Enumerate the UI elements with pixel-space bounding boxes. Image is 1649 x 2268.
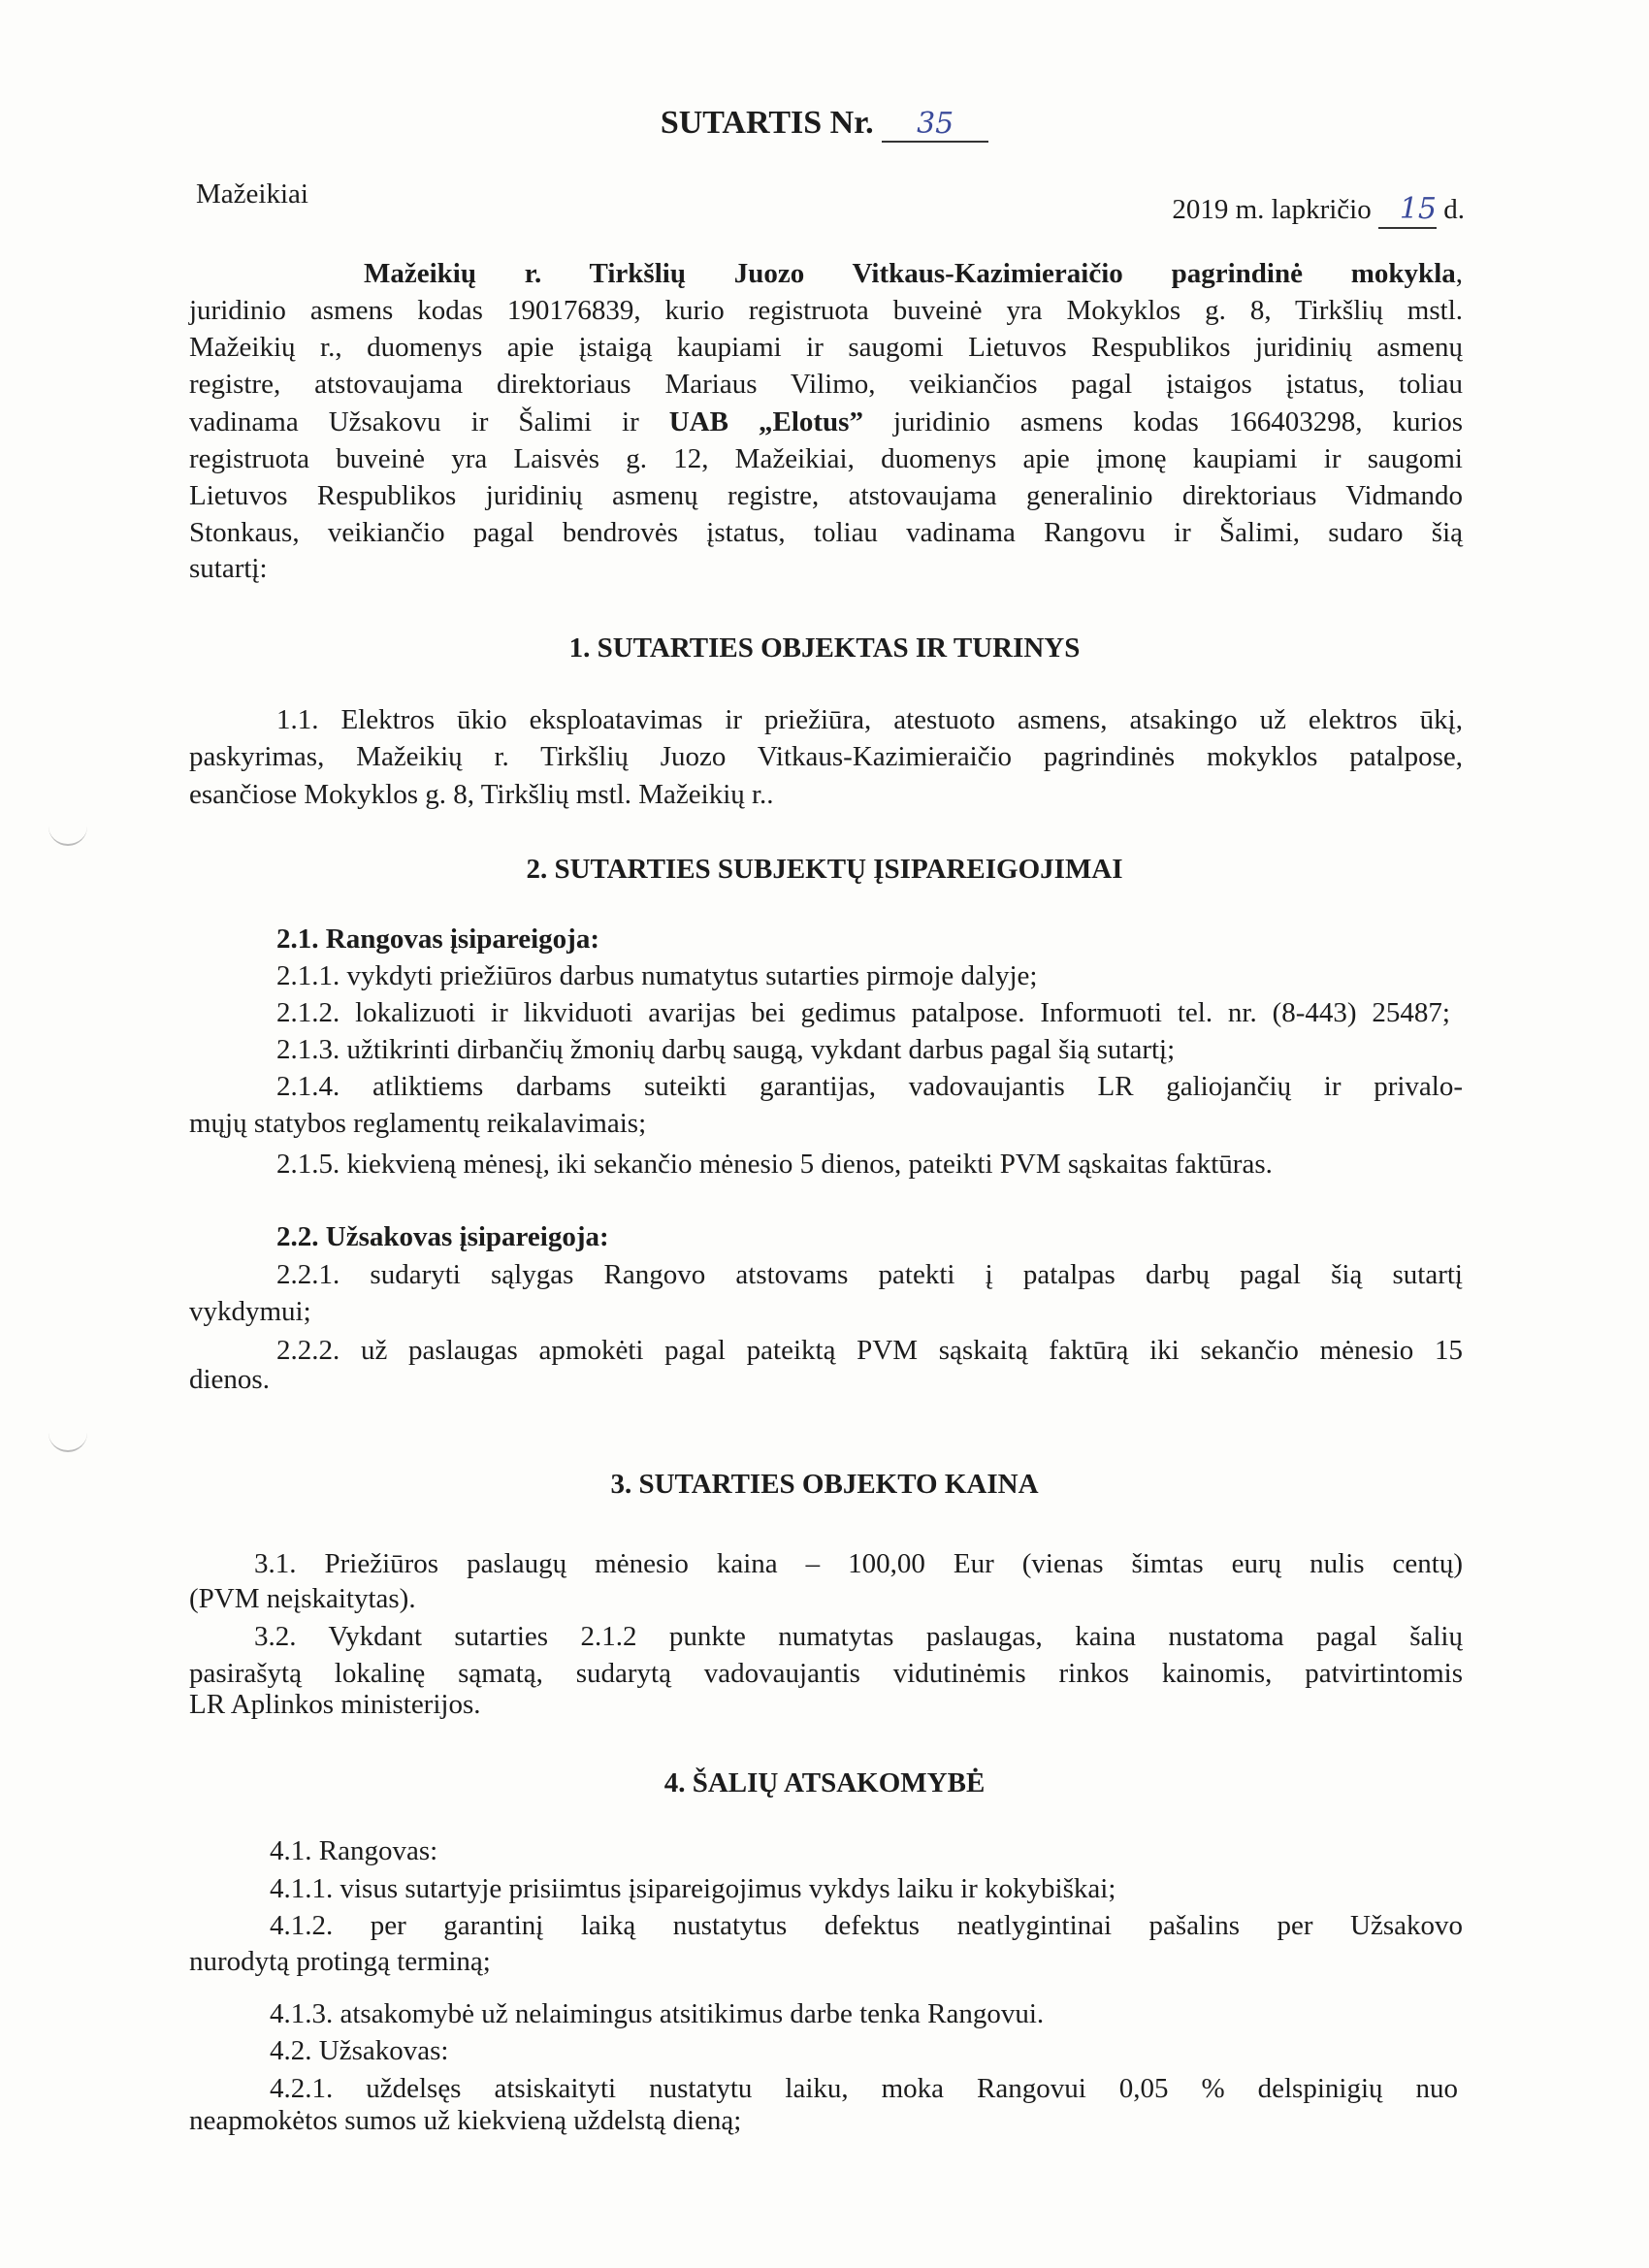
clause-line: 4.1.3. atsakomybė už nelaimingus atsitikimus darbe tenka Rangovui. <box>270 1998 1045 2029</box>
clause-line: LR Aplinkos ministerijos. <box>189 1689 481 1720</box>
clause-line: 2.1.4. atliktiems darbams suteikti garantijas, vadovaujantis LR galiojančių ir privalo- <box>276 1071 1463 1102</box>
clause-line: 4.1.2. per garantinį laiką nustatytus defektus neatlygintinai pašalins per Užsakovo <box>270 1910 1463 1941</box>
clause-line: 4.2. Užsakovas: <box>270 2035 449 2066</box>
punch-hole-mark <box>48 805 87 846</box>
intro-line: juridinio asmens kodas 190176839, kurio registruota buveinė yra Mokyklos g. 8, Tirkšlių mstl. <box>189 295 1463 326</box>
clause-line: 3.2. Vykdant sutarties 2.1.2 punkte numatytas paslaugas, kaina nustatoma pagal šalių <box>254 1621 1463 1652</box>
clause-line: 2.1.1. vykdyti priežiūros darbus numatytus sutarties pirmoje dalyje; <box>276 960 1038 991</box>
clause-line: 4.1. Rangovas: <box>270 1835 438 1866</box>
intro-line <box>189 405 1463 439</box>
text: vadinama Užsakovu ir Šalimi ir <box>189 406 639 437</box>
clause-line: 2.2.2. už paslaugas apmokėti pagal pateiktą PVM sąskaitą faktūrą iki sekančio mėnesio 15 <box>276 1335 1463 1366</box>
subsection-heading: 2.2. Užsakovas įsipareigoja: <box>276 1221 609 1252</box>
subsection-heading: 2.1. Rangovas įsipareigoja: <box>276 923 599 955</box>
intro-line: Lietuvos Respublikos juridinių asmenų registre, atstovaujama generalinio direktoriaus Vidmando <box>189 480 1463 511</box>
section-heading: 4. ŠALIŲ ATSAKOMYBĖ <box>663 1767 986 1798</box>
clause-line: paskyrimas, Mažeikių r. Tirkšlių Juozo Vitkaus-Kazimieraičio pagrindinės mokyklos patalpose, <box>189 741 1463 772</box>
text: juridinio asmens kodas 166403298, kurios <box>892 406 1464 437</box>
document-title <box>0 105 1649 143</box>
clause-line: 2.1.5. kiekvieną mėnesį, iki sekančio mėnesio 5 dienos, pateikti PVM sąskaitas faktūras. <box>276 1149 1273 1180</box>
clause-line: pasirašytą lokalinę sąmatą, sudarytą vadovaujantis vidutinėmis rinkos kainomis, patvirtintomis <box>189 1658 1463 1689</box>
intro-line: sutartį: <box>189 553 268 584</box>
clause-line: neapmokėtos sumos už kiekvieną uždelstą dieną; <box>189 2105 742 2136</box>
clause-line: esančiose Mokyklos g. 8, Tirkšlių mstl. Mažeikių r.. <box>189 779 774 810</box>
contract-number: 35 <box>882 107 988 143</box>
intro-line: Mažeikių r., duomenys apie įstaigą kaupiami ir saugomi Lietuvos Respublikos juridinių asmenų <box>189 332 1463 363</box>
title-text: SUTARTIS Nr. <box>660 105 874 141</box>
clause-line: (PVM neįskaitytas). <box>189 1583 416 1614</box>
school-name: Mažeikių r. Tirkšlių Juozo Vitkaus-Kazimieraičio pagrindinė mokykla <box>364 258 1456 289</box>
intro-line: registre, atstovaujama direktoriaus Mariaus Vilimo, veikiančios pagal įstaigos įstatus, toliau <box>189 369 1463 400</box>
clause-line: dienos. <box>189 1364 270 1395</box>
city: Mažeikiai <box>196 178 308 210</box>
clause-line: mųjų statybos reglamentų reikalavimais; <box>189 1108 647 1139</box>
clause-line: nurodytą protingą terminą; <box>189 1946 491 1977</box>
clause-line: 2.1.3. užtikrinti dirbančių žmonių darbų saugą, vykdant darbus pagal šią sutartį; <box>276 1034 1176 1065</box>
section-heading: 2. SUTARTIES SUBJEKTŲ ĮSIPAREIGOJIMAI <box>526 854 1123 885</box>
date-day: 15 <box>1378 192 1437 229</box>
clause-line: 2.1.2. lokalizuoti ir likviduoti avarijas bei gedimus patalpose. Informuoti tel. nr. (8-443) 25487; <box>276 997 1450 1028</box>
contract-date <box>1125 192 1465 229</box>
date-prefix: 2019 m. lapkričio <box>1172 194 1372 225</box>
section-heading: 1. SUTARTIES OBJEKTAS IR TURINYS <box>568 632 1081 664</box>
intro-line: Stonkaus, veikiančio pagal bendrovės įstatus, toliau vadinama Rangovu ir Šalimi, sudaro šią <box>189 517 1463 548</box>
clause-line: 4.1.1. visus sutartyje prisiimtus įsipareigojimus vykdys laiku ir kokybiškai; <box>270 1873 1116 1904</box>
date-suffix: d. <box>1443 194 1465 225</box>
clause-line: vykdymui; <box>189 1296 311 1327</box>
clause-line: 4.2.1. uždelsęs atsiskaityti nustatytu laiku, moka Rangovui 0,05 % delspinigių nuo <box>270 2073 1458 2104</box>
intro-line: registruota buveinė yra Laisvės g. 12, Mažeikiai, duomenys apie įmonę kaupiami ir saugomi <box>189 443 1463 474</box>
clause-line: 3.1. Priežiūros paslaugų mėnesio kaina – 100,00 Eur (vienas šimtas eurų nulis centų) <box>254 1548 1463 1579</box>
company-name: UAB „Elotus” <box>668 406 863 437</box>
clause-line: 1.1. Elektros ūkio eksploatavimas ir priežiūra, atestuoto asmens, atsakingo už elektros ūkį, <box>276 704 1463 735</box>
punch-hole-mark <box>48 1411 87 1452</box>
section-heading: 3. SUTARTIES OBJEKTO KAINA <box>610 1469 1039 1500</box>
intro-line: Mažeikių r. Tirkšlių Juozo Vitkaus-Kazimieraičio pagrindinė mokykla, <box>364 258 1463 289</box>
clause-line: 2.2.1. sudaryti sąlygas Rangovo atstovams patekti į patalpas darbų pagal šią sutartį <box>276 1259 1463 1290</box>
